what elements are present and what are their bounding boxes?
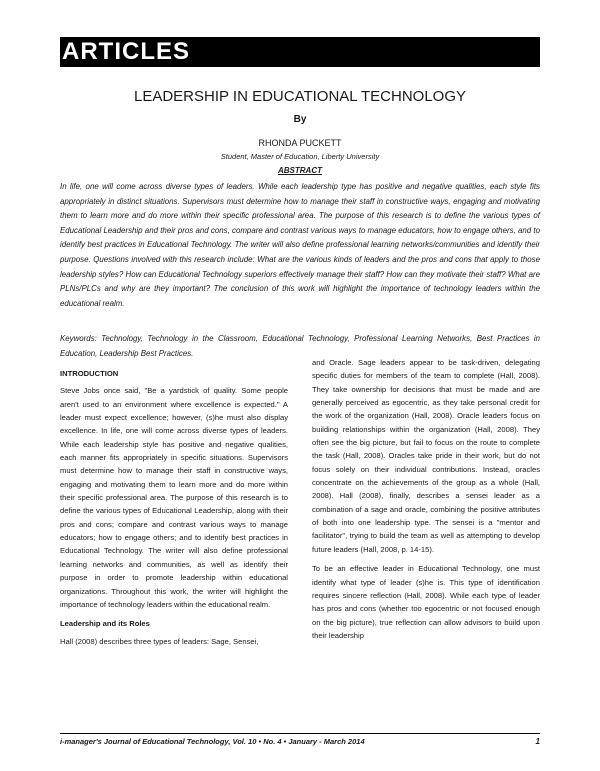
author-name: RHONDA PUCKETT [258, 138, 342, 148]
section-banner: ARTICLES [60, 37, 540, 67]
roles-heading: Leadership and its Roles [60, 619, 150, 629]
by-label: By [293, 114, 307, 125]
body-paragraph: and Oracle. Sage leaders appear to be task-driven, delegating specific duties for members of the team to complete (Hall, 2008). They take ownership for decisions that must be made and are generally perceived as egocentric, as they take personal credit for the work of the organization (Hall, 2008). Oracle leaders focus on building relationships within the organization (Hall, 2008). They often see the big picture, but fail to focus on the route to complete the task (Hall, 2008). Oracles take pride in their work, but do not focus solely on their individual contributions. Instead, oracles concentrate on the achievements of the group as a whole (Hall, 2008). Hall (2008), finally, describes a sensei leader as a combination of a sage and oracle, combining the positive attributes of both into one leadership type. The sensei is a "mentor and facilitator", trying to build the team as well as attempting to develop future leaders (Hall, 2008, p. 14-15). [312, 358, 540, 554]
introduction-heading: INTRODUCTION [60, 369, 119, 378]
left-column [60, 364, 288, 654]
abstract-text: In life, one will come across diverse types of leaders. While each leadership type has positive and negative qualities, each style fits appropriately in distinct situations. Supervisors must determine how to manage their staff in constructive ways, engaging and motivating them to learn more and do more within their specific professional area. The purpose of this research is to define the various types of Educational Leadership and their pros and cons, compare and contrast various ways to manage educators, how to engage others, and to identify best practices in Educational Technology. The writer will also define professional learning networks/communities and identify their purpose. Questions involved with this research include: What are the various kinds of leaders and the pros and cons that apply to those leadership styles? How can Educational Technology superiors effectively manage their staff? How can they motivate their staff? What are PLNs/PLCs and why are they important? The conclusion of this work will highlight the importance of technology leaders within the educational realm. [60, 182, 540, 308]
abstract-heading: ABSTRACT [278, 166, 322, 175]
footer-divider [60, 733, 540, 734]
introduction-paragraph: Steve Jobs once said, "Be a yardstick of quality. Some people aren't used to an environment where excellence is expected." A leader must expect excellence; however, (s)he must also display excellence. In life, one will come across diverse types of leaders. While each leadership style has positive and negative qualities, each manner fits appropriately in specific situations. Supervisors must determine how to manage their staff in constructive ways, engaging and motivating them to learn more and do more within their specific professional area. The purpose of this research is to define the various types of Educational Leadership, along with their pros and cons; compare and contrast various ways to manage educators; how to engage others; and to identify best practices in Educational Technology. The writer will also define professional learning networks and communities, as well as identify their purpose in order to promote leadership within educational organizations. Throughout this work, the writer will highlight the importance of technology leaders within the educational realm. [60, 386, 288, 609]
article-title: LEADERSHIP IN EDUCATIONAL TECHNOLOGY [133, 88, 467, 105]
roles-paragraph: Hall (2008) describes three types of leaders: Sage, Sensei, [60, 636, 259, 646]
author-affiliation: Student, Master of Education, Liberty University [220, 152, 380, 161]
journal-footer: i-manager's Journal of Educational Technology, Vol. 10 • No. 4 • January - March 2014 [60, 737, 365, 746]
keywords: Keywords: Technology, Technology in the Classroom, Educational Technology, Professional Learning Networks, Best Practices in Education, Leadership Best Practices. [60, 334, 540, 358]
body-paragraph: To be an effective leader in Educational Technology, one must identify what type of leader (s)he is. This type of identification requires sincere reflection (Hall, 2008). While each type of leader has pros and cons (whether too egocentric or not focused enough on the big picture), true reflection can allow advisors to build upon their leadership [312, 564, 540, 640]
page-number: 1 [535, 737, 540, 746]
right-column [312, 356, 540, 648]
